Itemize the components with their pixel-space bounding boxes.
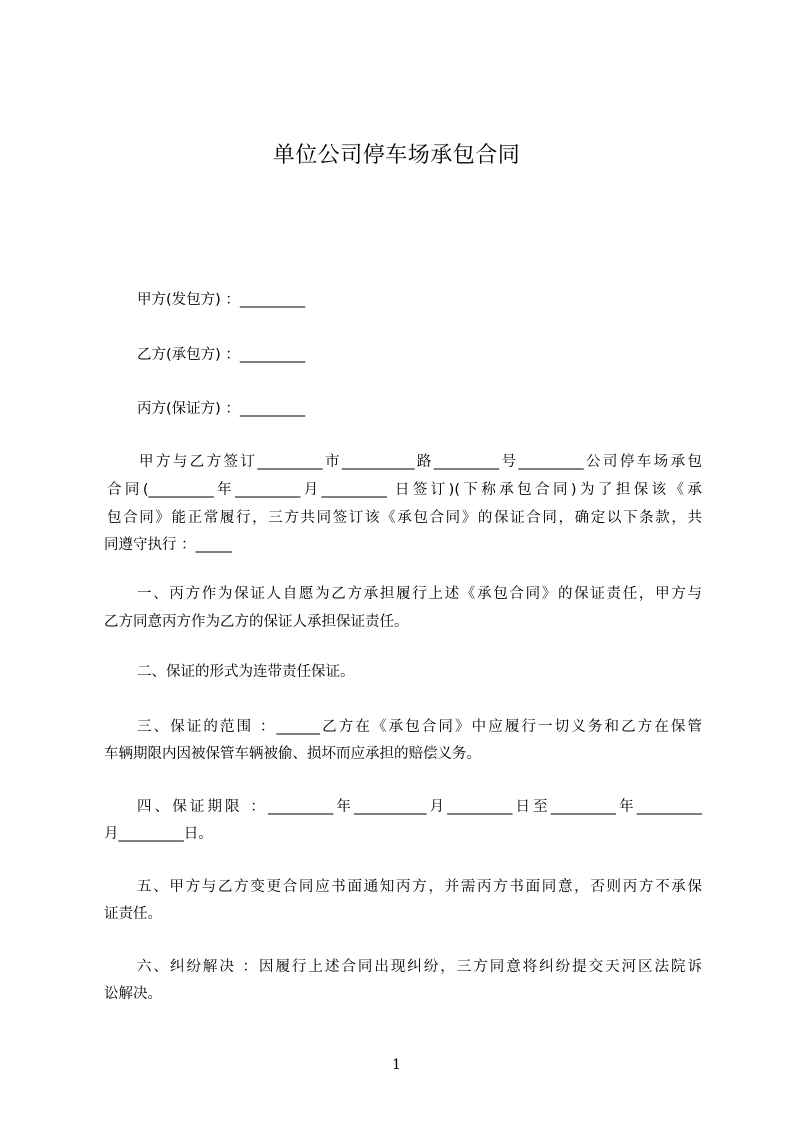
party-a-line: 甲方(发包方) ：_________ — [137, 292, 306, 308]
page-number: 1 — [392, 1057, 401, 1073]
party-b-line: 乙方(承包方) ：_________ — [137, 347, 306, 363]
clause-6-line-2: 讼解决。 — [104, 986, 162, 1002]
clause-5-line-1: 五、甲方与乙方变更合同应书面通知丙方，并需丙方书面同意，否则丙方不承保 — [137, 879, 702, 895]
intro-line-1: 甲方与乙方签订_________市__________路_________号_________公司停车场承包 — [139, 454, 702, 470]
clause-4-line-1: 四、保证期限 ：_________年__________月_________日至_________年_________ — [137, 799, 702, 815]
clause-2-line-1: 二、保证的形式为连带责任保证。 — [137, 664, 355, 680]
intro-line-3: 包合同》能正常履行，三方共同签订该《承包合同》的保证合同，确定以下条款，共 — [107, 510, 702, 526]
clause-3-line-1: 三、保证的范围 ：______乙方在《承包合同》中应履行一切义务和乙方在保管 — [137, 719, 702, 735]
clause-4-line-2: 月_________日。 — [104, 826, 213, 842]
intro-line-2: 合同(_________年_________月_________ 日签订)(下称承包合同)为了担保该《承 — [107, 482, 702, 498]
clause-1-line-2: 乙方同意丙方作为乙方的保证人承担保证责任。 — [104, 614, 409, 630]
party-c-line: 丙方(保证方) ：_________ — [137, 401, 306, 417]
clause-3-line-2: 车辆期限内因被保管车辆被偷、损坏而应承担的赔偿义务。 — [104, 746, 481, 762]
document-title: 单位公司停车场承包合同 — [272, 143, 521, 168]
clause-5-line-2: 证责任。 — [104, 906, 162, 922]
clause-6-line-1: 六、纠纷解决 ：因履行上述合同出现纠纷，三方同意将纠纷提交天河区法院诉 — [137, 959, 702, 975]
clause-1-line-1: 一、丙方作为保证人自愿为乙方承担履行上述《承包合同》的保证责任，甲方与 — [137, 586, 702, 602]
intro-line-4: 同遵守执行 ：_____ — [104, 537, 232, 553]
